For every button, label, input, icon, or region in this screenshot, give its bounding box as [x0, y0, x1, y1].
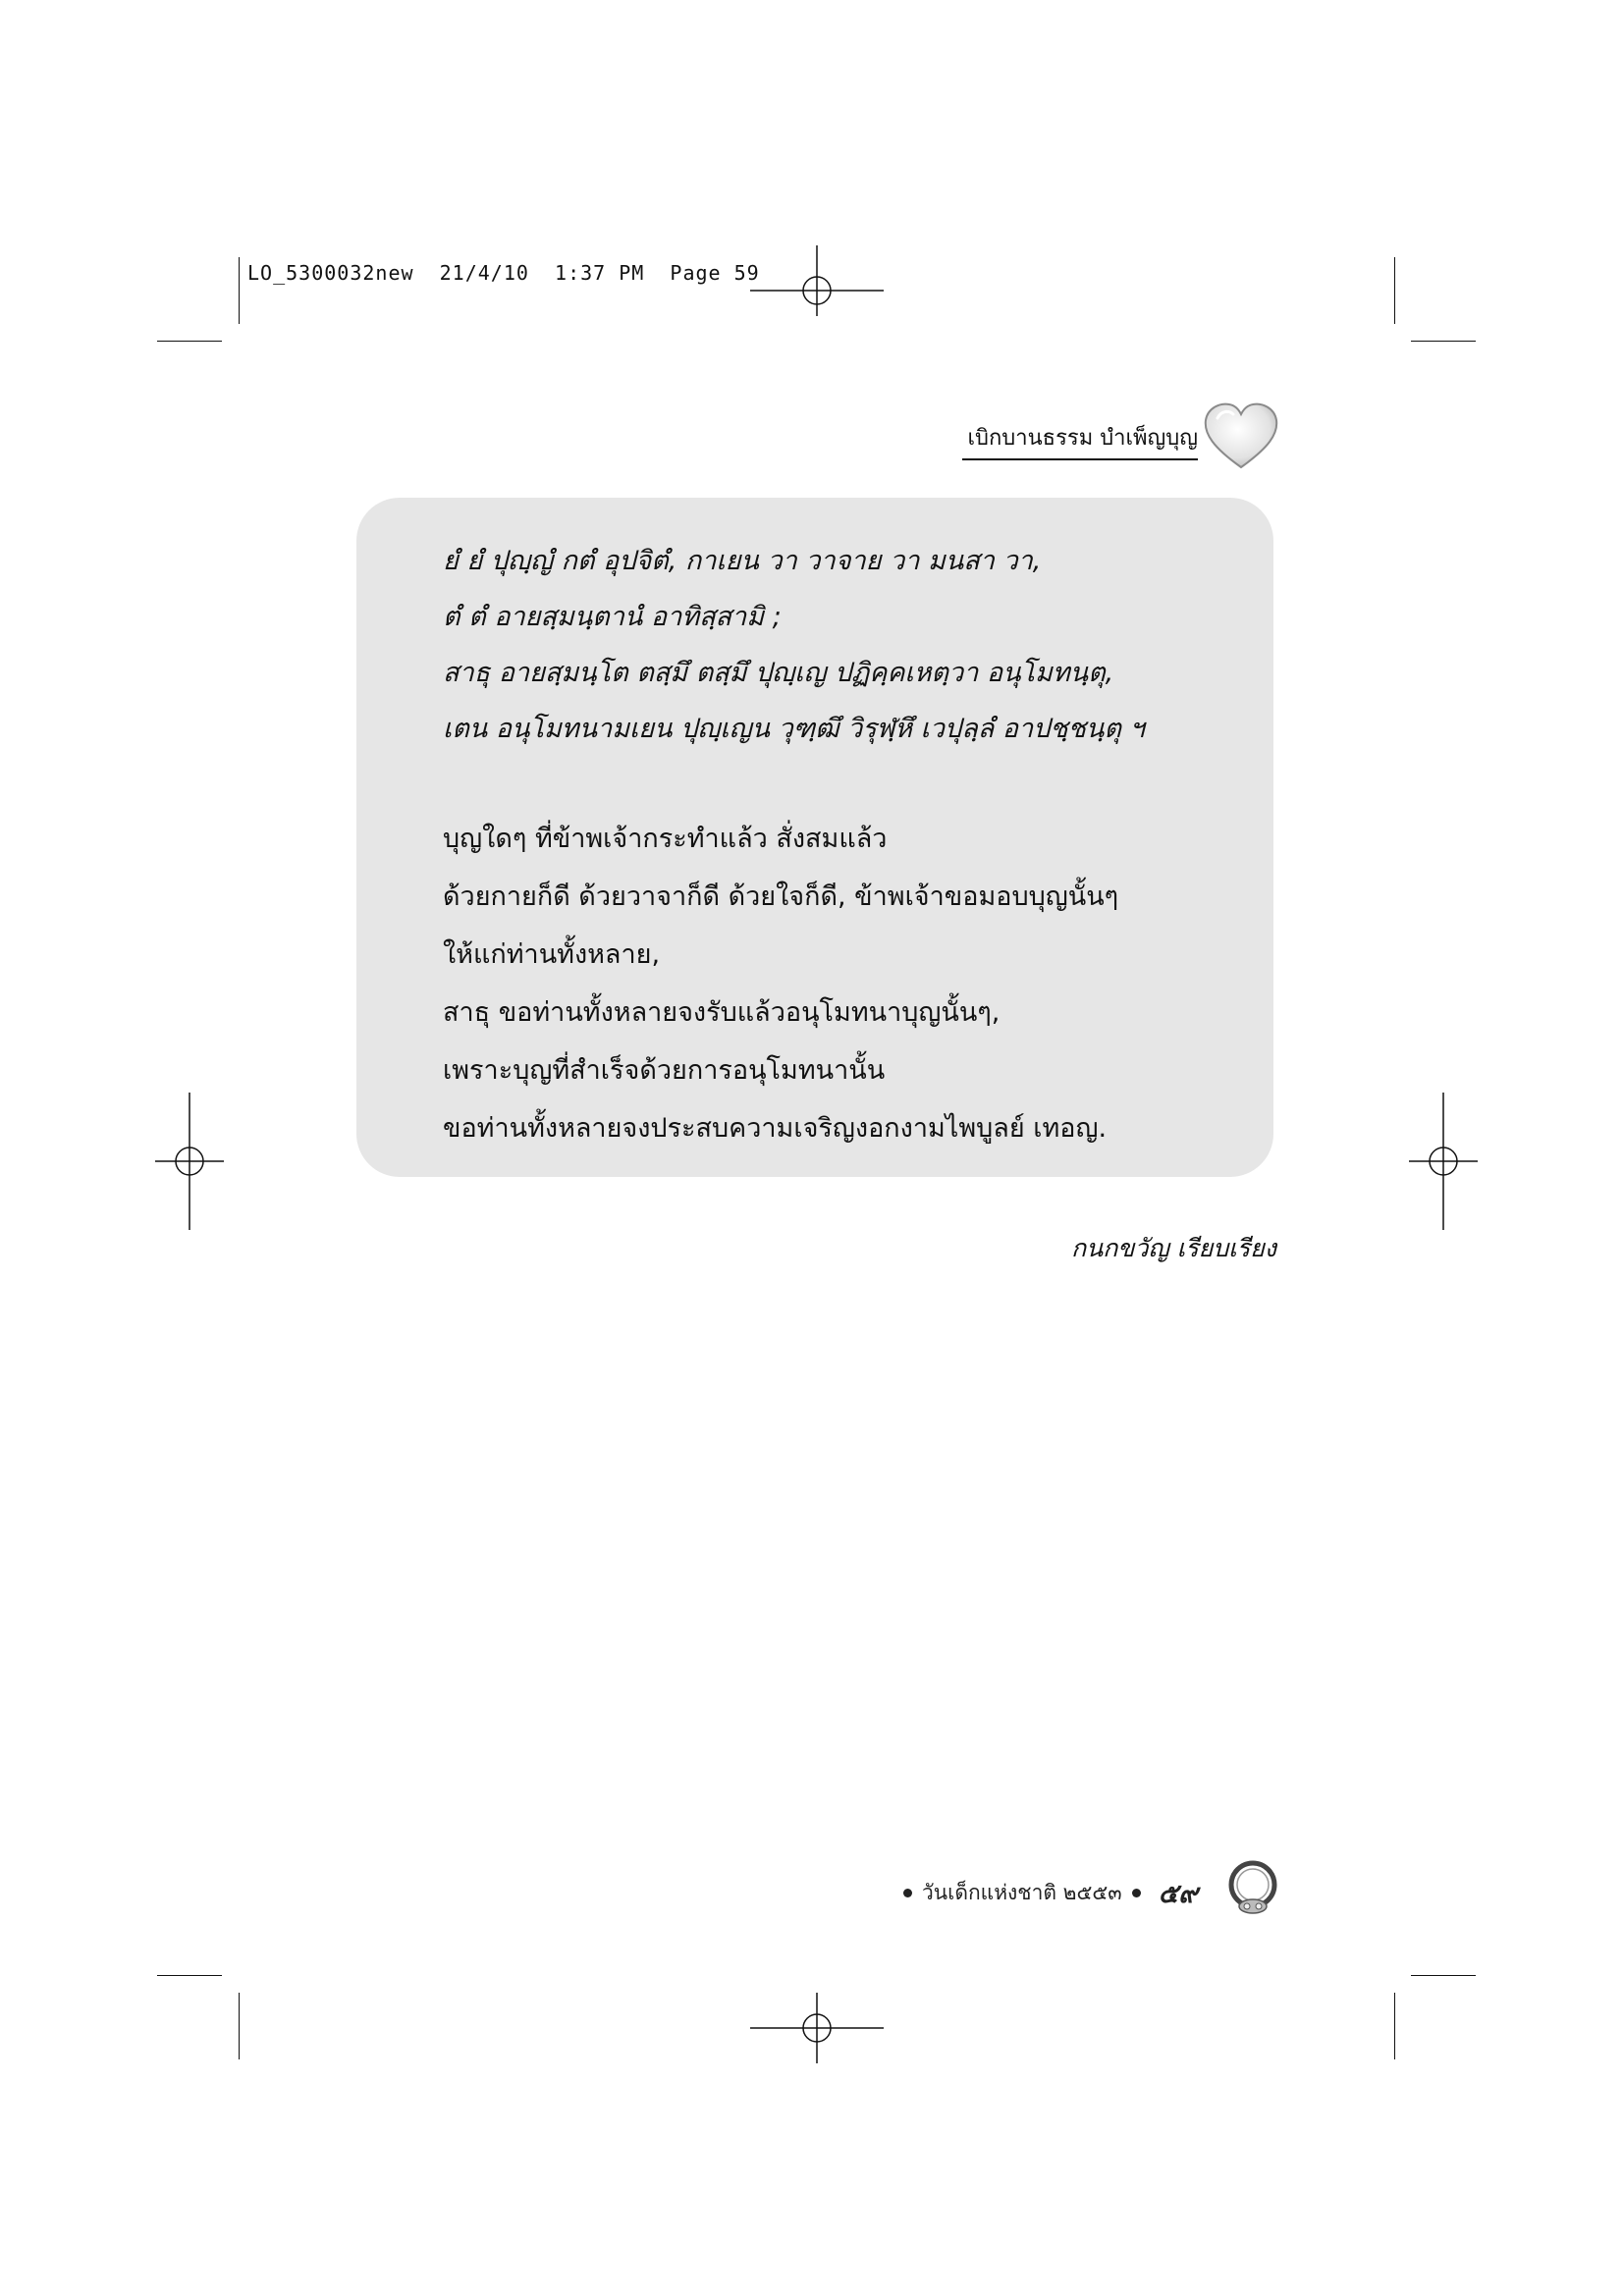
crop-mark-bottom-right-vertical — [1394, 1993, 1395, 2059]
pali-line: สาธุ อายสฺมนฺโต ตสฺมึ ตสฺมึ ปุญฺเญ ปฏิคฺคเหตฺวา อนุโมทนฺตุ, — [443, 658, 1114, 688]
page-footer — [903, 1875, 1198, 1910]
thai-line: เพราะบุญที่สำเร็จด้วยการอนุโมทนานั้น — [443, 1055, 886, 1086]
pali-verse — [443, 533, 1145, 757]
pali-line: เตน อนุโมทนามเยน ปุญฺเญน วุฑฺฒึ วิรุฬฺหึ เวปุลฺลํ อาปชฺชนฺตุ ฯ — [443, 714, 1145, 744]
thai-line: บุญใดๆ ที่ข้าพเจ้ากระทำแล้ว สั่งสมแล้ว — [443, 824, 888, 854]
slug-page: Page 59 — [670, 261, 760, 285]
thai-line: ขอท่านทั้งหลายจงประสบความเจริญงอกงามไพบูลย์ เทอญ. — [443, 1113, 1108, 1144]
pali-line: ยํ ยํ ปุญฺญํ กตํ อุปจิตํ, กาเยน วา วาจาย วา มนสา วา, — [443, 546, 1042, 576]
print-slug — [247, 261, 760, 285]
pali-line: ตํ ตํ อายสฺมนฺตานํ อาทิสฺสามิ ; — [443, 602, 782, 632]
footer-title: วันเด็กแห่งชาติ ๒๕๕๓ — [922, 1880, 1122, 1904]
registration-mark-left-icon — [155, 1093, 224, 1230]
registration-mark-right-icon — [1409, 1093, 1478, 1230]
crop-mark-top-left-horizontal — [157, 341, 222, 342]
crop-mark-top-right-horizontal — [1411, 341, 1476, 342]
crop-mark-bottom-left-horizontal — [157, 1975, 222, 1976]
slug-date: 21/4/10 — [439, 261, 529, 285]
crop-mark-top-right-vertical — [1394, 257, 1395, 324]
registration-mark-top-icon — [750, 245, 884, 316]
page-number: ๕๙ — [1158, 1878, 1198, 1909]
thai-translation — [443, 810, 1118, 1157]
crop-mark-bottom-right-horizontal — [1411, 1975, 1476, 1976]
ring-ornament-icon — [1223, 1857, 1282, 1918]
crop-mark-top-left-vertical — [239, 257, 240, 324]
bullet-dot — [1132, 1889, 1141, 1897]
thai-line: ให้แก่ท่านทั้งหลาย, — [443, 939, 661, 970]
heart-icon — [1202, 400, 1280, 471]
thai-line: สาธุ ขอท่านทั้งหลายจงรับแล้วอนุโมทนาบุญนั้นๆ, — [443, 997, 1001, 1028]
registration-mark-bottom-icon — [750, 1993, 884, 2063]
bullet-dot — [903, 1889, 912, 1897]
slug-time: 1:37 PM — [555, 261, 645, 285]
quote-panel — [356, 498, 1273, 1177]
running-header: เบิกบานธรรม บำเพ็ญบุญ — [962, 420, 1198, 460]
thai-line: ด้วยกายก็ดี ด้วยวาจาก็ดี ด้วยใจก็ดี, ข้าพเจ้าขอมอบบุญนั้นๆ — [443, 881, 1119, 912]
author-credit: กนกขวัญ เรียบเรียง — [1070, 1234, 1276, 1262]
crop-mark-bottom-left-vertical — [239, 1993, 240, 2059]
slug-file: LO_5300032new — [247, 261, 414, 285]
